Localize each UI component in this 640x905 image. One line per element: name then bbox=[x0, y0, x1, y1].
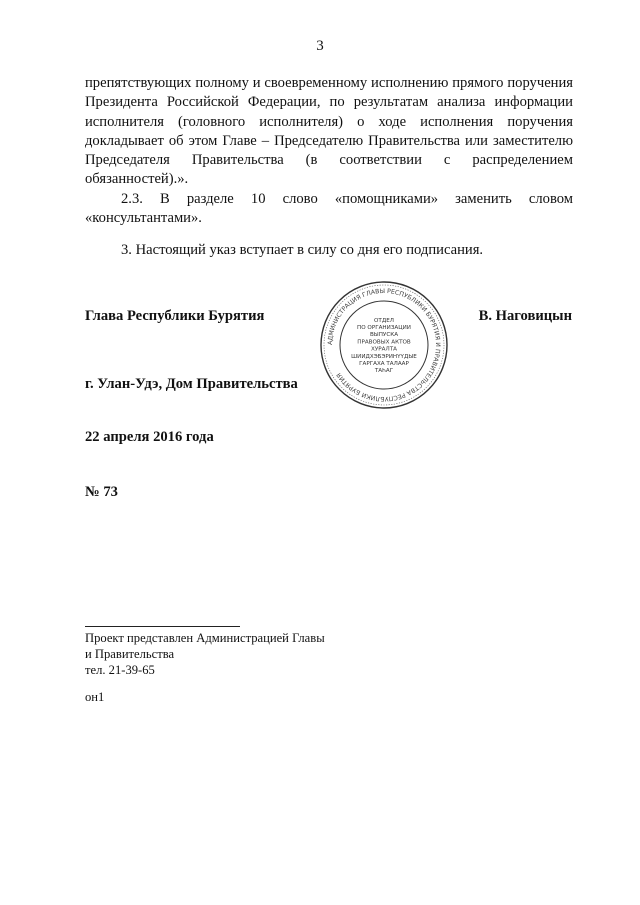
signatory-name: В. Наговицын bbox=[478, 308, 572, 324]
signing-date: 22 апреля 2016 года bbox=[85, 429, 214, 445]
stamp-center-line: ПРАВОВЫХ АКТОВ bbox=[357, 339, 411, 346]
official-seal-stamp bbox=[318, 279, 450, 411]
document-code: он1 bbox=[85, 690, 105, 704]
page-number: 3 bbox=[316, 38, 324, 54]
stamp-ring-text: АДМИНИСТРАЦИЯ ГЛАВЫ РЕСПУБЛИКИ БУРЯТИЯ И ПРАВИТЕЛЬСТВА РЕСПУБЛИКИ БУРЯТИЯ bbox=[326, 287, 442, 403]
stamp-center-text bbox=[351, 318, 417, 374]
footnote-divider bbox=[85, 626, 240, 627]
stamp-center-line: ОТДЕЛ bbox=[374, 317, 394, 324]
paragraph-continuation: препятствующих полному и своевременному исполнению прямого поручения Президента Российской Федерации, по результатам анализа информации исполнителя (головного исполнителя) о ходе исполнения поручения докладывает об этом Главе – Председателю Правительства или заместителю Председателя Правительства (в соответствии с распределением обязанностей).». bbox=[85, 75, 573, 188]
decree-number: № 73 bbox=[85, 484, 118, 500]
stamp-center-line: ШИИДХЭБЭРИНҮҮДЫЕ bbox=[351, 353, 417, 360]
stamp-center-line: ПО ОРГАНИЗАЦИИ bbox=[357, 325, 411, 331]
footnote-line: Проект представлен Администрацией Главы bbox=[85, 631, 325, 645]
stamp-center-line: ТАҺАГ bbox=[374, 368, 394, 375]
signing-place: г. Улан-Удэ, Дом Правительства bbox=[85, 376, 298, 392]
footnote-phone: тел. 21-39-65 bbox=[85, 663, 155, 677]
stamp-center-line: ХУРАЛТА bbox=[371, 346, 397, 353]
paragraph-3: 3. Настоящий указ вступает в силу со дня его подписания. bbox=[121, 242, 484, 259]
footnote-line: и Правительства bbox=[85, 647, 175, 661]
stamp-center-line: ГАРГАХА ТАЛААР bbox=[359, 361, 409, 367]
stamp-center-line: ВЫПУСКА bbox=[369, 332, 399, 339]
document-body bbox=[85, 74, 573, 261]
signatory-title: Глава Республики Бурятия bbox=[85, 308, 265, 324]
paragraph-2-3: 2.3. В разделе 10 слово «помощниками» заменить словом «консультантами». bbox=[85, 190, 573, 227]
footnote bbox=[85, 630, 325, 678]
